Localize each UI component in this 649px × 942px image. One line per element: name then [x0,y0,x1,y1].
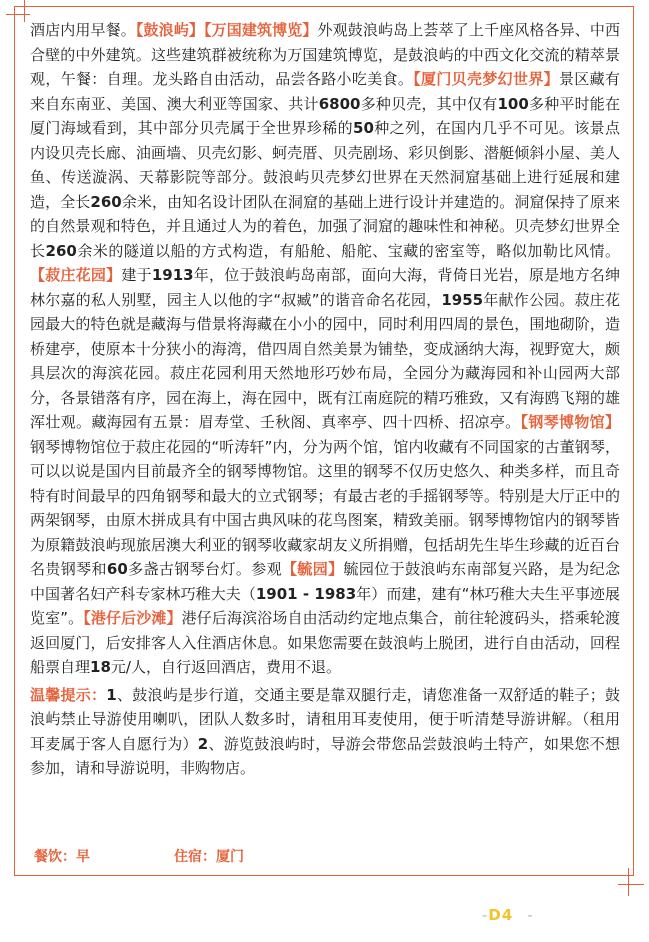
meal-label: 餐饮：早 [34,849,90,865]
crop-mark [24,0,25,22]
tips-paragraph: 温馨提示：1、鼓浪屿是步行道，交通主要是靠双腿行走，请您准备一双舒适的鞋子；鼓浪屿禁止导游使用喇叭，团队人数多时，请租用耳麦使用，便于听清楚导游讲解。（租用耳麦属于客人自愿行为）2、游览鼓浪屿时，导游会带您品尝鼓浪屿土特产，如果您不想参加，请和导游说明，非购物店。 [30,685,620,777]
itinerary-paragraph: 酒店内用早餐。【鼓浪屿】【万国建筑博览】外观鼓浪屿岛上荟萃了上千座风格各异、中西合壁的中外建筑。这些建筑群被统称为万国建筑博览，是鼓浪屿的中西文化交流的精萃景观，午餐：自理。龙头路自由活动，品尝各路小吃美食。【厦门贝壳梦幻世界】景区藏有来自东南亚、美国、澳大利亚等国家、共计6800多种贝壳，其中仅有100多种平时能在厦门海域看到，其中部分贝壳属于全世界珍稀的50种之列，在国内几乎不可见。该景点内设贝壳长廊、油画墙、贝壳幻影、蚵壳厝、贝壳剧场、彩贝倒影、潜艇倾斜小屋、美人鱼、传送漩涡、天幕影院等部分。鼓浪屿贝壳梦幻世界在天然洞窟基础上进行延展和建造，全长260余米，由知名设计团队在洞窟的基础上进行设计并建造的。洞窟保持了原来的自然景观和特色，并且通过人为的着色，加强了洞窟的趣味性和神秘。贝壳梦幻世界全长260余米的隧道以船的方式构造，有船舱、船舵、宝藏的密室等，略似加勒比风情。【菽庄花园】建于1913年，位于鼓浪屿岛南部，面向大海，背倚日光岩，原是地方名绅林尔嘉的私人别墅，园主人以他的字“叔臧”的谐音命名花园，1955年献作公园。菽庄花园最大的特色就是藏海与借景将海藏在小小的园中，同时利用四周的景色，围地砌阶，造桥建亭，使原本十分狭小的海湾，借四周自然美景为铺垫，变成涵纳大海，视野宽大，颇具层次的海滨花园。菽庄花园利用天然地形巧妙布局，全园分为藏海园和补山园两大部分，各景错落有序，园在海上，海在园中，既有江南庭院的精巧雅致，又有海鸥飞翔的雄浑壮观。藏海园有五景：眉寿堂、壬秋阁、真率亭、四十四桥、招凉亭。【钢琴博物馆】钢琴博物馆位于菽庄花园的“听涛轩”内，分为两个馆，馆内收藏有不同国家的古董钢琴，可以以说是国内目前最齐全的钢琴博物馆。这里的钢琴不仅历史悠久、种类多样，而且奇特有时间最早的四角钢琴和最大的立式钢琴；有最古老的手摇钢琴等。特别是大厅正中的两架钢琴，由原木拼成具有中国古典风味的花鸟图案，精致美丽。钢琴博物馆内的钢琴皆为原籍鼓浪屿现旅居澳大利亚的钢琴收藏家胡友义所捐赠，包括胡先生毕生珍藏的近百台名贵钢琴和60多盏古钢琴台灯。参观【毓园】毓园位于鼓浪屿东南部复兴路，是为纪念中国著名妇产科专家林巧稚大夫（1901 - 1983年）而建，建有“林巧稚大夫生平事迹展览室”。【港仔后沙滩】港仔后海滨浴场自由活动约定地点集合，前往轮渡码头，搭乘轮渡返回厦门，后安排客人入住酒店休息。如果您需要在鼓浪屿上脱团，进行自由活动，回程船票自理18元/人，自行返回酒店，费用不退。 [30,21,620,676]
crop-mark [628,868,629,896]
crop-mark [6,14,30,15]
section-heading-shell-world: 【厦门贝壳梦幻世界】 [413,70,559,88]
itinerary-text [30,18,620,781]
section-heading-yuyuan: 【毓园】 [281,560,344,578]
crop-mark [618,884,644,885]
page-number-label: D4 [488,906,514,924]
meal-lodging-row [34,846,244,866]
section-heading-beach: 【港仔后沙滩】 [83,609,182,627]
section-heading-piano-museum: 【钢琴博物馆】 [520,413,620,431]
tips-title: 温馨提示： [30,685,107,704]
section-heading-shuzhuang-garden: 【菽庄花园】 [30,266,122,284]
section-heading-gulangyu: 【鼓浪屿】【万国建筑博览】 [135,21,318,39]
page-number: -D4 - [482,906,534,924]
lodging-label: 住宿：厦门 [174,849,244,865]
